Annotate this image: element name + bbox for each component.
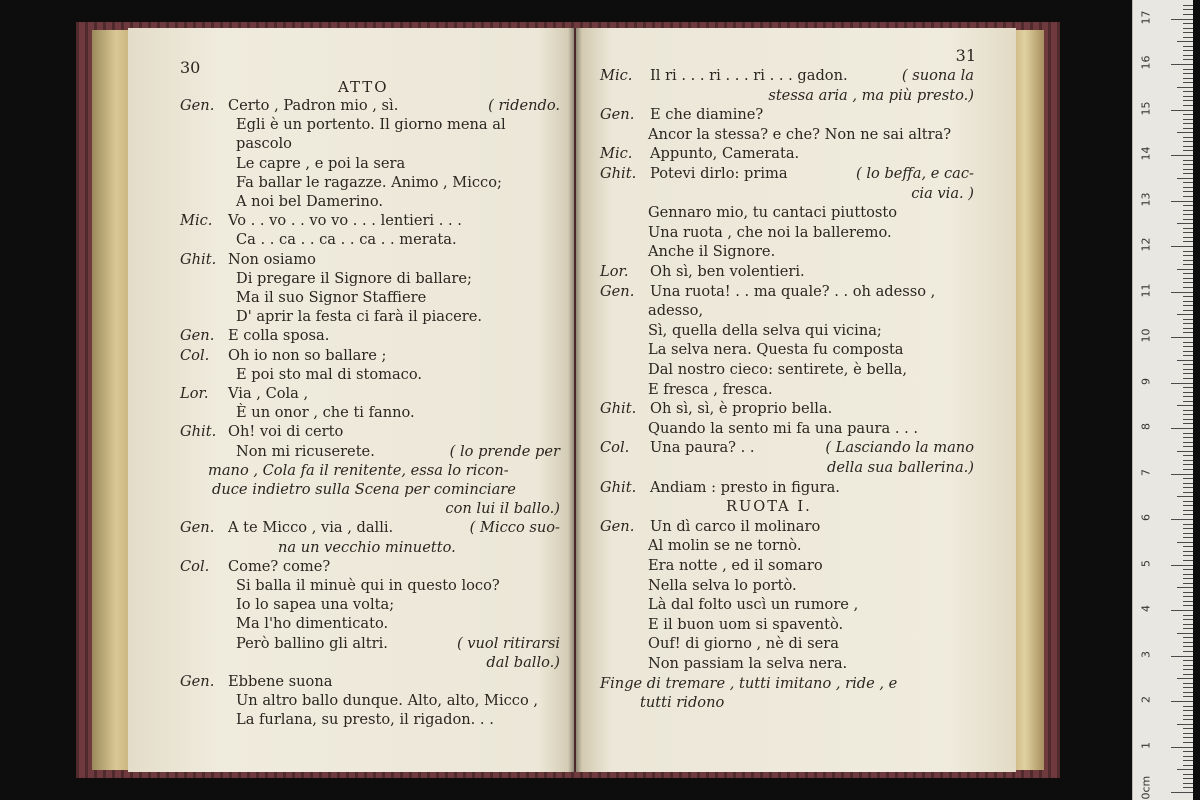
ruler-tick xyxy=(1183,323,1193,324)
ruler-tick xyxy=(1183,510,1193,511)
ruler-tick xyxy=(1183,437,1193,438)
ruler-tick xyxy=(1183,696,1193,697)
verse-line: Era notte , ed il somaro xyxy=(648,557,823,574)
stage-direction: ( lo prende per xyxy=(449,442,560,460)
ruler-tick xyxy=(1183,642,1193,643)
speaker-name: Mic. xyxy=(180,212,213,230)
verse-line: E poi sto mal di stomaco. xyxy=(236,365,423,383)
verse-line: Egli è un portento. Il giorno mena al xyxy=(236,116,506,134)
ruler-tick xyxy=(1177,87,1193,88)
ruler-tick xyxy=(1183,214,1193,215)
book-gutter xyxy=(568,28,582,772)
ruler-tick xyxy=(1183,783,1193,784)
ruler-tick xyxy=(1183,578,1193,579)
ruler-tick xyxy=(1183,637,1193,638)
ruler-tick xyxy=(1183,150,1193,151)
verse-line: Come? come? xyxy=(228,557,331,575)
ruler-tick xyxy=(1183,574,1193,575)
speaker-name: Col. xyxy=(600,439,630,457)
ruler-tick xyxy=(1183,91,1193,92)
ruler-tick xyxy=(1183,228,1193,229)
verse-line: Appunto, Camerata. xyxy=(650,145,800,163)
ruler-tick xyxy=(1177,633,1193,634)
ruler-label: 14 xyxy=(1139,146,1153,161)
speaker-name: Gen. xyxy=(600,106,635,124)
ruler-tick xyxy=(1183,455,1193,456)
ruler-tick xyxy=(1183,774,1193,775)
ruler-tick xyxy=(1183,182,1193,183)
speaker-name: Gen. xyxy=(600,517,635,535)
ruler-tick xyxy=(1183,119,1193,120)
measuring-ruler xyxy=(1132,0,1193,800)
verse-line: Un altro ballo dunque. Alto, alto, Micco , xyxy=(236,692,539,710)
verse-line: Fa ballar le ragazze. Animo , Micco; xyxy=(236,173,502,191)
ruler-tick xyxy=(1183,487,1193,488)
ruler-tick xyxy=(1183,219,1193,220)
speaker-name: Ghit. xyxy=(180,423,217,441)
ruler-tick xyxy=(1183,169,1193,170)
ruler-tick xyxy=(1183,69,1193,70)
verse-line: Anche il Signore. xyxy=(648,243,776,261)
ruler-tick xyxy=(1171,474,1193,475)
ruler-tick xyxy=(1183,46,1193,47)
ruler-tick xyxy=(1183,514,1193,515)
ruler-tick xyxy=(1183,14,1193,15)
ruler-tick xyxy=(1183,100,1193,101)
speaker-name: Gen. xyxy=(180,327,215,345)
stage-direction: ( Lasciando la mano xyxy=(825,439,974,457)
ruler-tick xyxy=(1183,628,1193,629)
ruler-tick xyxy=(1171,519,1193,520)
speaker-name: Mic. xyxy=(600,67,633,84)
ruler-tick xyxy=(1183,37,1193,38)
verse-line: Sì, quella della selva qui vicina; xyxy=(648,321,882,339)
speaker-name: Gen. xyxy=(600,282,635,300)
stage-direction: duce indietro sulla Scena per cominciare xyxy=(212,481,516,498)
ruler-tick xyxy=(1177,451,1193,452)
ruler-label: 17 xyxy=(1139,10,1153,24)
verse-line: Certo , Padron mio , sì. xyxy=(228,97,399,114)
left-page-edges xyxy=(92,30,132,770)
stage-direction: ( Micco suo- xyxy=(469,519,560,537)
ruler-tick xyxy=(1183,32,1193,33)
ruler-label: 3 xyxy=(1139,650,1153,658)
verse-line: Ma il suo Signor Staffiere xyxy=(236,289,427,306)
speaker-name: Mic. xyxy=(600,145,633,163)
verse-line: Una paura? . . xyxy=(650,439,755,457)
ruler-tick xyxy=(1183,669,1193,670)
verse-line: La furlana, su presto, il rigadon. . . xyxy=(236,711,494,729)
ruler-tick xyxy=(1183,665,1193,666)
verse-line: E fresca , fresca. xyxy=(648,380,773,398)
ruler-tick xyxy=(1171,792,1193,793)
ruler-tick xyxy=(1171,701,1193,702)
ruler-tick xyxy=(1177,132,1193,133)
ruler-tick xyxy=(1183,78,1193,79)
speaker-name: Ghit. xyxy=(180,250,217,268)
speaker-name: Lor. xyxy=(600,263,629,280)
ruler-tick xyxy=(1177,360,1193,361)
ruler-label: 8 xyxy=(1139,423,1153,430)
ruler-tick xyxy=(1183,137,1193,138)
verse-line: Ebbene suona xyxy=(228,673,333,690)
verse-line: Una ruota! . . ma quale? . . oh adesso , xyxy=(650,282,936,300)
ruler-tick xyxy=(1183,287,1193,288)
ruler-tick xyxy=(1183,164,1193,165)
ruler-tick xyxy=(1177,542,1193,543)
ruler-tick xyxy=(1183,683,1193,684)
ruler-label: 6 xyxy=(1139,514,1153,521)
ruler-tick xyxy=(1183,128,1193,129)
ruler-tick xyxy=(1183,765,1193,766)
ruler-tick xyxy=(1183,433,1193,434)
verse-line: Un dì carco il molinaro xyxy=(650,517,821,535)
ruler-label: 5 xyxy=(1139,559,1153,567)
verse-line: Ouf! di giorno , nè di sera xyxy=(648,635,839,653)
ruler-tick xyxy=(1183,278,1193,279)
ruler-tick xyxy=(1183,619,1193,620)
ruler-tick xyxy=(1183,464,1193,465)
ruler-tick xyxy=(1183,191,1193,192)
ruler-tick xyxy=(1183,715,1193,716)
ruler-label: 13 xyxy=(1139,192,1153,206)
ruler-tick xyxy=(1171,337,1193,338)
speaker-name: Ghit. xyxy=(600,478,637,496)
ruler-tick xyxy=(1171,292,1193,293)
ruler-tick xyxy=(1183,551,1193,552)
ruler-tick xyxy=(1183,96,1193,97)
ruler-tick xyxy=(1183,501,1193,502)
ruler-tick xyxy=(1183,446,1193,447)
verse-line: A noi bel Damerino. xyxy=(236,193,384,210)
stage-direction: stessa aria , ma più presto.) xyxy=(768,86,974,104)
ruler-tick xyxy=(1177,314,1193,315)
stage-direction: na un vecchio minuetto. xyxy=(278,538,456,556)
ruler-label: 0cm xyxy=(1139,775,1153,800)
ruler-tick xyxy=(1183,569,1193,570)
verse-line: Là dal folto uscì un rumore , xyxy=(648,596,859,614)
ruler-tick xyxy=(1171,747,1193,748)
ruler-tick xyxy=(1183,537,1193,538)
speaker-name: Gen. xyxy=(180,97,215,114)
verse-line: adesso, xyxy=(648,302,704,320)
speaker-name: Col. xyxy=(180,557,210,575)
ruler-label: 12 xyxy=(1139,237,1153,252)
ruler-tick xyxy=(1183,351,1193,352)
ruler-tick xyxy=(1183,305,1193,306)
ruler-tick xyxy=(1183,719,1193,720)
ruler-tick xyxy=(1183,301,1193,302)
verse-line: Ca . . ca . . ca . . ca . . merata. xyxy=(236,231,457,249)
ruler-tick xyxy=(1183,28,1193,29)
verse-line: Gennaro mio, tu cantaci piuttosto xyxy=(648,204,898,222)
ruler-tick xyxy=(1183,615,1193,616)
ruler-tick xyxy=(1183,264,1193,265)
ruler-label: 11 xyxy=(1139,283,1153,297)
ruler-tick xyxy=(1183,210,1193,211)
ruler-label: 1 xyxy=(1139,741,1153,749)
ruler-tick xyxy=(1177,769,1193,770)
ruler-tick xyxy=(1171,610,1193,611)
ruler-tick xyxy=(1183,605,1193,606)
page-number: 31 xyxy=(955,46,976,65)
ruler-tick xyxy=(1183,9,1193,10)
verse-line: Andiam : presto in figura. xyxy=(650,478,840,496)
ruler-tick xyxy=(1183,332,1193,333)
ruler-tick xyxy=(1183,624,1193,625)
ruler-tick xyxy=(1183,82,1193,83)
stage-direction: ( ridendo. xyxy=(488,97,560,114)
ruler-tick xyxy=(1183,592,1193,593)
ruler-tick xyxy=(1183,114,1193,115)
ruler-tick xyxy=(1183,401,1193,402)
ruler-tick xyxy=(1171,155,1193,156)
verse-line: Oh sì, ben volentieri. xyxy=(650,263,805,280)
ruler-tick xyxy=(1183,596,1193,597)
ruler-label: 16 xyxy=(1139,55,1153,70)
ruler-tick xyxy=(1183,273,1193,274)
stage-direction: tutti ridono xyxy=(640,694,725,712)
ruler-tick xyxy=(1183,710,1193,711)
ruler-tick xyxy=(1183,528,1193,529)
verse-line: Vo . . vo . . vo vo . . . lentieri . . . xyxy=(228,212,462,230)
stage-direction: ( lo beffa, e cac- xyxy=(856,165,974,182)
verse-line: Al molin se ne tornò. xyxy=(648,537,802,555)
verse-line: Via , Cola , xyxy=(228,385,309,402)
verse-line: E il buon uom si spaventò. xyxy=(648,615,844,633)
ruler-tick xyxy=(1177,178,1193,179)
ruler-tick xyxy=(1183,241,1193,242)
verse-line: Le capre , e poi la sera xyxy=(236,154,406,172)
ruler-tick xyxy=(1183,492,1193,493)
ruler-label: 9 xyxy=(1139,377,1153,385)
verse-line: Non mi ricuserete. xyxy=(236,442,375,460)
right-page xyxy=(576,28,1016,772)
ruler-tick xyxy=(1183,319,1193,320)
ruler-tick xyxy=(1183,706,1193,707)
ruler-tick xyxy=(1183,560,1193,561)
page-title: ATTO xyxy=(338,78,389,96)
ruler-tick xyxy=(1183,160,1193,161)
ruler-tick xyxy=(1183,237,1193,238)
verse-line: Oh! voi di certo xyxy=(228,423,344,441)
ruler-tick xyxy=(1183,687,1193,688)
ruler-tick xyxy=(1183,387,1193,388)
verse-line: Ma l'ho dimenticato. xyxy=(236,615,389,633)
ruler-tick xyxy=(1183,756,1193,757)
ruler-tick xyxy=(1171,110,1193,111)
ruler-tick xyxy=(1177,678,1193,679)
ruler-tick xyxy=(1183,760,1193,761)
ruler-tick xyxy=(1183,533,1193,534)
stage-direction: ( vuol ritirarsi xyxy=(456,634,560,652)
speaker-name: Ghit. xyxy=(600,400,637,418)
stage-direction: della sua ballerina.) xyxy=(827,459,974,476)
ruler-tick xyxy=(1183,478,1193,479)
ruler-tick xyxy=(1171,656,1193,657)
ruler-tick xyxy=(1183,546,1193,547)
verse-line: Quando la sento mi fa una paura . . . xyxy=(648,419,919,437)
speaker-name: Ghit. xyxy=(600,165,637,182)
ruler-tick xyxy=(1183,260,1193,261)
verse-line: Il ri . . . ri . . . ri . . . gadon. xyxy=(650,67,848,84)
ruler-tick xyxy=(1171,246,1193,247)
verse-line: Una ruota , che noi la balleremo. xyxy=(648,223,892,241)
ruler-tick xyxy=(1183,196,1193,197)
ruler-tick xyxy=(1183,505,1193,506)
ruler-tick xyxy=(1183,442,1193,443)
ruler-tick xyxy=(1183,310,1193,311)
ruler-tick xyxy=(1183,251,1193,252)
ruler-tick xyxy=(1183,23,1193,24)
ruler-label: 10 xyxy=(1139,328,1153,343)
ruler-tick xyxy=(1183,396,1193,397)
ruler-tick xyxy=(1183,410,1193,411)
verse-line: E colla sposa. xyxy=(228,327,330,345)
ruler-tick xyxy=(1183,419,1193,420)
ruler-tick xyxy=(1177,587,1193,588)
ruler-tick xyxy=(1183,173,1193,174)
verse-line: E che diamine? xyxy=(650,106,764,124)
stage-direction: ( suona la xyxy=(901,67,974,84)
ruler-tick xyxy=(1183,469,1193,470)
verse-line: A te Micco , via , dalli. xyxy=(228,519,394,537)
speaker-name: Gen. xyxy=(180,673,215,690)
right-page-edges xyxy=(1012,30,1044,770)
ruler-tick xyxy=(1183,5,1193,6)
speaker-name: Lor. xyxy=(180,385,209,402)
ruler-tick xyxy=(1183,328,1193,329)
ruler-tick xyxy=(1183,141,1193,142)
ruler-label: 7 xyxy=(1139,468,1153,476)
stage-direction: mano , Cola fa il renitente, essa lo ricon- xyxy=(208,461,509,479)
stage-direction: cia via. ) xyxy=(911,184,974,202)
ruler-tick xyxy=(1183,364,1193,365)
ruler-tick xyxy=(1177,405,1193,406)
ruler-tick xyxy=(1171,383,1193,384)
ruler-label: 4 xyxy=(1139,605,1153,612)
ruler-label: 15 xyxy=(1139,101,1153,115)
ruler-tick xyxy=(1183,187,1193,188)
verse-line: Io lo sapea una volta; xyxy=(236,596,395,614)
verse-line: Non passiam la selva nera. xyxy=(648,655,848,672)
verse-line: Si balla il minuè qui in questo loco? xyxy=(236,577,500,594)
ruler-tick xyxy=(1171,565,1193,566)
verse-line: Dal nostro cieco: sentirete, è bella, xyxy=(648,361,908,378)
verse-line: Oh sì, sì, è proprio bella. xyxy=(650,400,833,418)
ruler-tick xyxy=(1183,123,1193,124)
verse-line: Però ballino gli altri. xyxy=(236,634,388,652)
ruler-tick xyxy=(1183,737,1193,738)
ruler-tick xyxy=(1183,524,1193,525)
stage-direction: con lui il ballo.) xyxy=(445,500,560,518)
verse-line: Ancor la stessa? e che? Non ne sai altra? xyxy=(648,125,952,143)
ruler-tick xyxy=(1171,201,1193,202)
verse-line: Potevi dirlo: prima xyxy=(650,165,788,182)
ruler-tick xyxy=(1183,660,1193,661)
ruler-tick xyxy=(1183,692,1193,693)
ruler-tick xyxy=(1171,428,1193,429)
ruler-tick xyxy=(1183,255,1193,256)
verse-line: Di pregare il Signore di ballare; xyxy=(236,269,472,287)
ruler-tick xyxy=(1183,378,1193,379)
ruler-tick xyxy=(1183,674,1193,675)
ruler-tick xyxy=(1183,59,1193,60)
verse-line: La selva nera. Questa fu composta xyxy=(648,341,904,359)
ruler-tick xyxy=(1177,269,1193,270)
stage-direction: dal ballo.) xyxy=(486,653,560,671)
ruler-tick xyxy=(1177,724,1193,725)
ruler-tick xyxy=(1177,496,1193,497)
verse-line: Non osiamo xyxy=(228,250,316,268)
ruler-tick xyxy=(1183,733,1193,734)
ruler-tick xyxy=(1183,392,1193,393)
ruler-tick xyxy=(1183,778,1193,779)
ruler-tick xyxy=(1183,751,1193,752)
verse-line: D' aprir la festa ci farà il piacere. xyxy=(236,308,483,326)
left-page xyxy=(128,28,574,772)
ruler-tick xyxy=(1183,50,1193,51)
ruler-tick xyxy=(1183,105,1193,106)
page-number: 30 xyxy=(180,58,201,77)
ruler-tick xyxy=(1183,555,1193,556)
ruler-tick xyxy=(1183,369,1193,370)
ruler-tick xyxy=(1183,296,1193,297)
ruler-label: 2 xyxy=(1139,696,1153,703)
ruler-tick xyxy=(1183,282,1193,283)
ruler-tick xyxy=(1183,601,1193,602)
section-heading: RUOTA I. xyxy=(726,498,812,516)
speaker-name: Col. xyxy=(180,346,210,364)
ruler-tick xyxy=(1183,483,1193,484)
ruler-tick xyxy=(1183,342,1193,343)
ruler-tick xyxy=(1183,205,1193,206)
stage-direction: Finge di tremare , tutti imitano , ride , e xyxy=(600,674,898,692)
verse-line: È un onor , che ti fanno. xyxy=(236,404,415,422)
verse-line: Nella selva lo portò. xyxy=(648,576,797,594)
ruler-tick xyxy=(1177,41,1193,42)
verse-line: pascolo xyxy=(236,135,292,153)
ruler-tick xyxy=(1183,414,1193,415)
ruler-tick xyxy=(1183,55,1193,56)
ruler-tick xyxy=(1183,728,1193,729)
verse-line: Oh io non so ballare ; xyxy=(228,346,387,364)
ruler-tick xyxy=(1171,19,1193,20)
ruler-tick xyxy=(1183,355,1193,356)
ruler-tick xyxy=(1183,346,1193,347)
ruler-tick xyxy=(1183,423,1193,424)
ruler-tick xyxy=(1183,460,1193,461)
ruler-tick xyxy=(1183,73,1193,74)
ruler-tick xyxy=(1183,651,1193,652)
ruler-tick xyxy=(1183,742,1193,743)
ruler-tick xyxy=(1183,146,1193,147)
ruler-tick xyxy=(1171,64,1193,65)
ruler-tick xyxy=(1183,646,1193,647)
ruler-tick xyxy=(1177,223,1193,224)
ruler-tick xyxy=(1183,787,1193,788)
speaker-name: Gen. xyxy=(180,519,215,537)
ruler-tick xyxy=(1183,373,1193,374)
ruler-tick xyxy=(1183,232,1193,233)
ruler-tick xyxy=(1183,583,1193,584)
